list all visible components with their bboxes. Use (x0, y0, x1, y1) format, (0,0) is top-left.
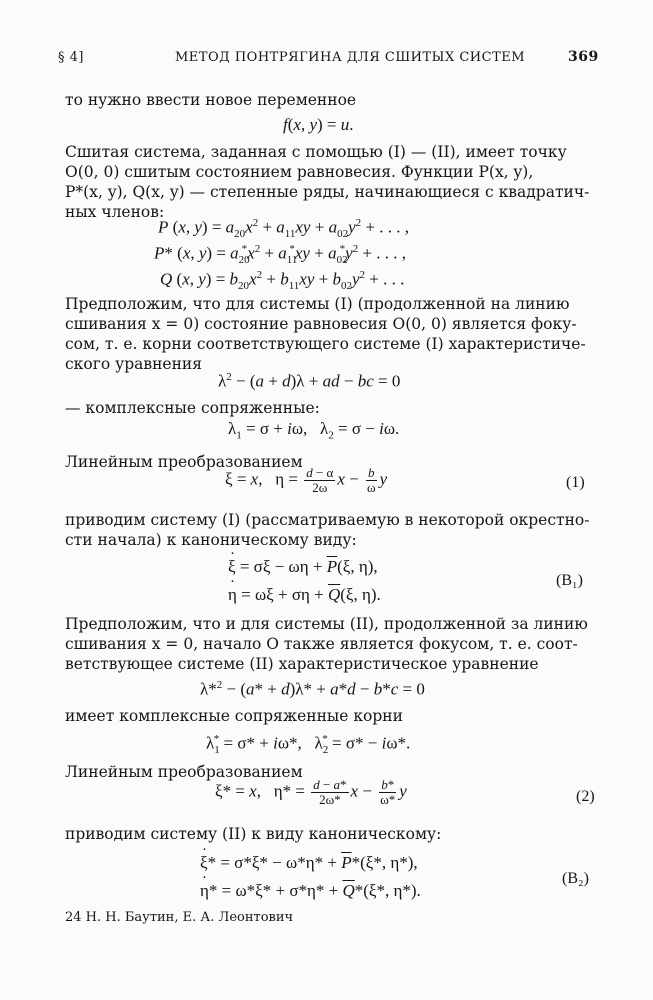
section-marker: § 4] (58, 50, 84, 65)
equation-Q: Q (x, $y) = b_{20}x^2 + b_{11}xy + b_{02}y^2$ + . . . (160, 269, 405, 293)
paragraph-3-line-2: сшивания x = 0) состояние равновесия O(0, 0) является фоку- (65, 315, 577, 333)
paragraph-7-line-2: сшивания x = 0, начало O также является фокусом, т. е. соот- (65, 635, 578, 653)
equation-roots-1: $\lambda_1 = \sigma + i\omega$, $\lambda_2 = \sigma - i\omega$. (228, 419, 400, 442)
equation-label-2: (2) (576, 788, 595, 805)
equation-canonical-1a: · $\xi = \sigma\xi - \omega\eta + \overline{P}(\xi$, η), (228, 556, 378, 578)
paragraph-1: то нужно ввести новое переменное (65, 91, 357, 109)
equation-P: P (x, $y) = a_{20}x^2 + a_{11}xy + a_{02}y^2$ + . . . , (158, 217, 409, 241)
paragraph-6-line-2: сти начала) к каноническому виду: (65, 531, 357, 549)
equation-label-1: (1) (566, 474, 585, 491)
paragraph-2-line-2: O(0, 0) сшитым состоянием равновесия. Функции P(x, y), (65, 163, 534, 181)
equation-P-star: P* (x, $y) = a_{20}^*x^2 + a_{11}^*xy + a_{02}^*y^2$ + . . . , (154, 243, 406, 267)
paragraph-7-line-3: ветствующее системе (II) характеристическое уравнение (65, 655, 539, 673)
paragraph-6-line-1: приводим систему (I) (рассматриваемую в некоторой окрестно- (65, 511, 590, 529)
paragraph-9: Линейным преобразованием (65, 763, 303, 781)
paragraph-3-line-4: ского уравнения (65, 355, 203, 373)
equation-label-B1: (B₁) (556, 572, 583, 589)
equation-label-B2: (B₂) (562, 870, 589, 887)
equation-roots-2: $\lambda_1^* = \sigma* + i\omega*$, $\lambda_2^* = \sigma* - i\omega*$. (206, 733, 411, 757)
paragraph-5: Линейным преобразованием (65, 453, 303, 471)
equation-canonical-2b: · $\eta* = \omega*\xi* + \sigma*\eta* + \overline{Q}*(\xi*$, η*). (200, 880, 421, 902)
paragraph-2-line-3: P*(x, y), Q(x, y) — степенные ряды, начинающиеся с квадратич- (65, 183, 590, 201)
page-number: 369 (568, 49, 599, 65)
paragraph-3-line-1: Предположим, что для системы (I) (продолженной на линию (65, 295, 570, 313)
equation-canonical-2a: · $\xi* = \sigma*\xi* - \omega*\eta* + \overline{P}*(\xi*$, η*), (200, 852, 418, 874)
equation-transform-1: ξ = x, η = $\frac{d - \alpha}{2\omega}$ x − $\frac{b}{\omega}$ y (225, 465, 388, 495)
running-title: МЕТОД ПОНТРЯГИНА ДЛЯ СШИТЫХ СИСТЕМ (175, 50, 526, 65)
footer-signature: 24 Н. Н. Баутин, Е. А. Леонтович (65, 910, 294, 925)
paragraph-4: — комплексные сопряженные: (65, 399, 320, 417)
equation-characteristic-1: $\lambda^2 - (a + d)\lambda$ + ad − bc = 0 (218, 371, 401, 391)
paragraph-7-line-1: Предположим, что и для системы (II), продолженной за линию (65, 615, 588, 633)
equation-f: f(x, y) = u. (283, 115, 354, 134)
equation-transform-2: ξ* = x, η* = $\frac{d - a*}{2\omega*}$ x − $\frac{b*}{\omega*}$ y (215, 777, 407, 807)
paragraph-8: имеет комплексные сопряженные корни (65, 707, 403, 725)
equation-canonical-1b: · $\eta = \omega\xi + \sigma\eta + \overline{Q}(\xi$, η). (228, 584, 381, 606)
paragraph-2-line-1: Сшитая система, заданная с помощью (I) — (II), имеет точку (65, 143, 567, 161)
paragraph-2-line-4: ных членов: (65, 203, 165, 221)
equation-characteristic-2: λ*$^2$ − (a* + d)λ* + a*d − b*c = 0 (200, 679, 425, 699)
paragraph-10: приводим систему (II) к виду каноническому: (65, 825, 442, 843)
paragraph-3-line-3: сом, т. е. корни соответствующего системе (I) характеристиче- (65, 335, 586, 353)
